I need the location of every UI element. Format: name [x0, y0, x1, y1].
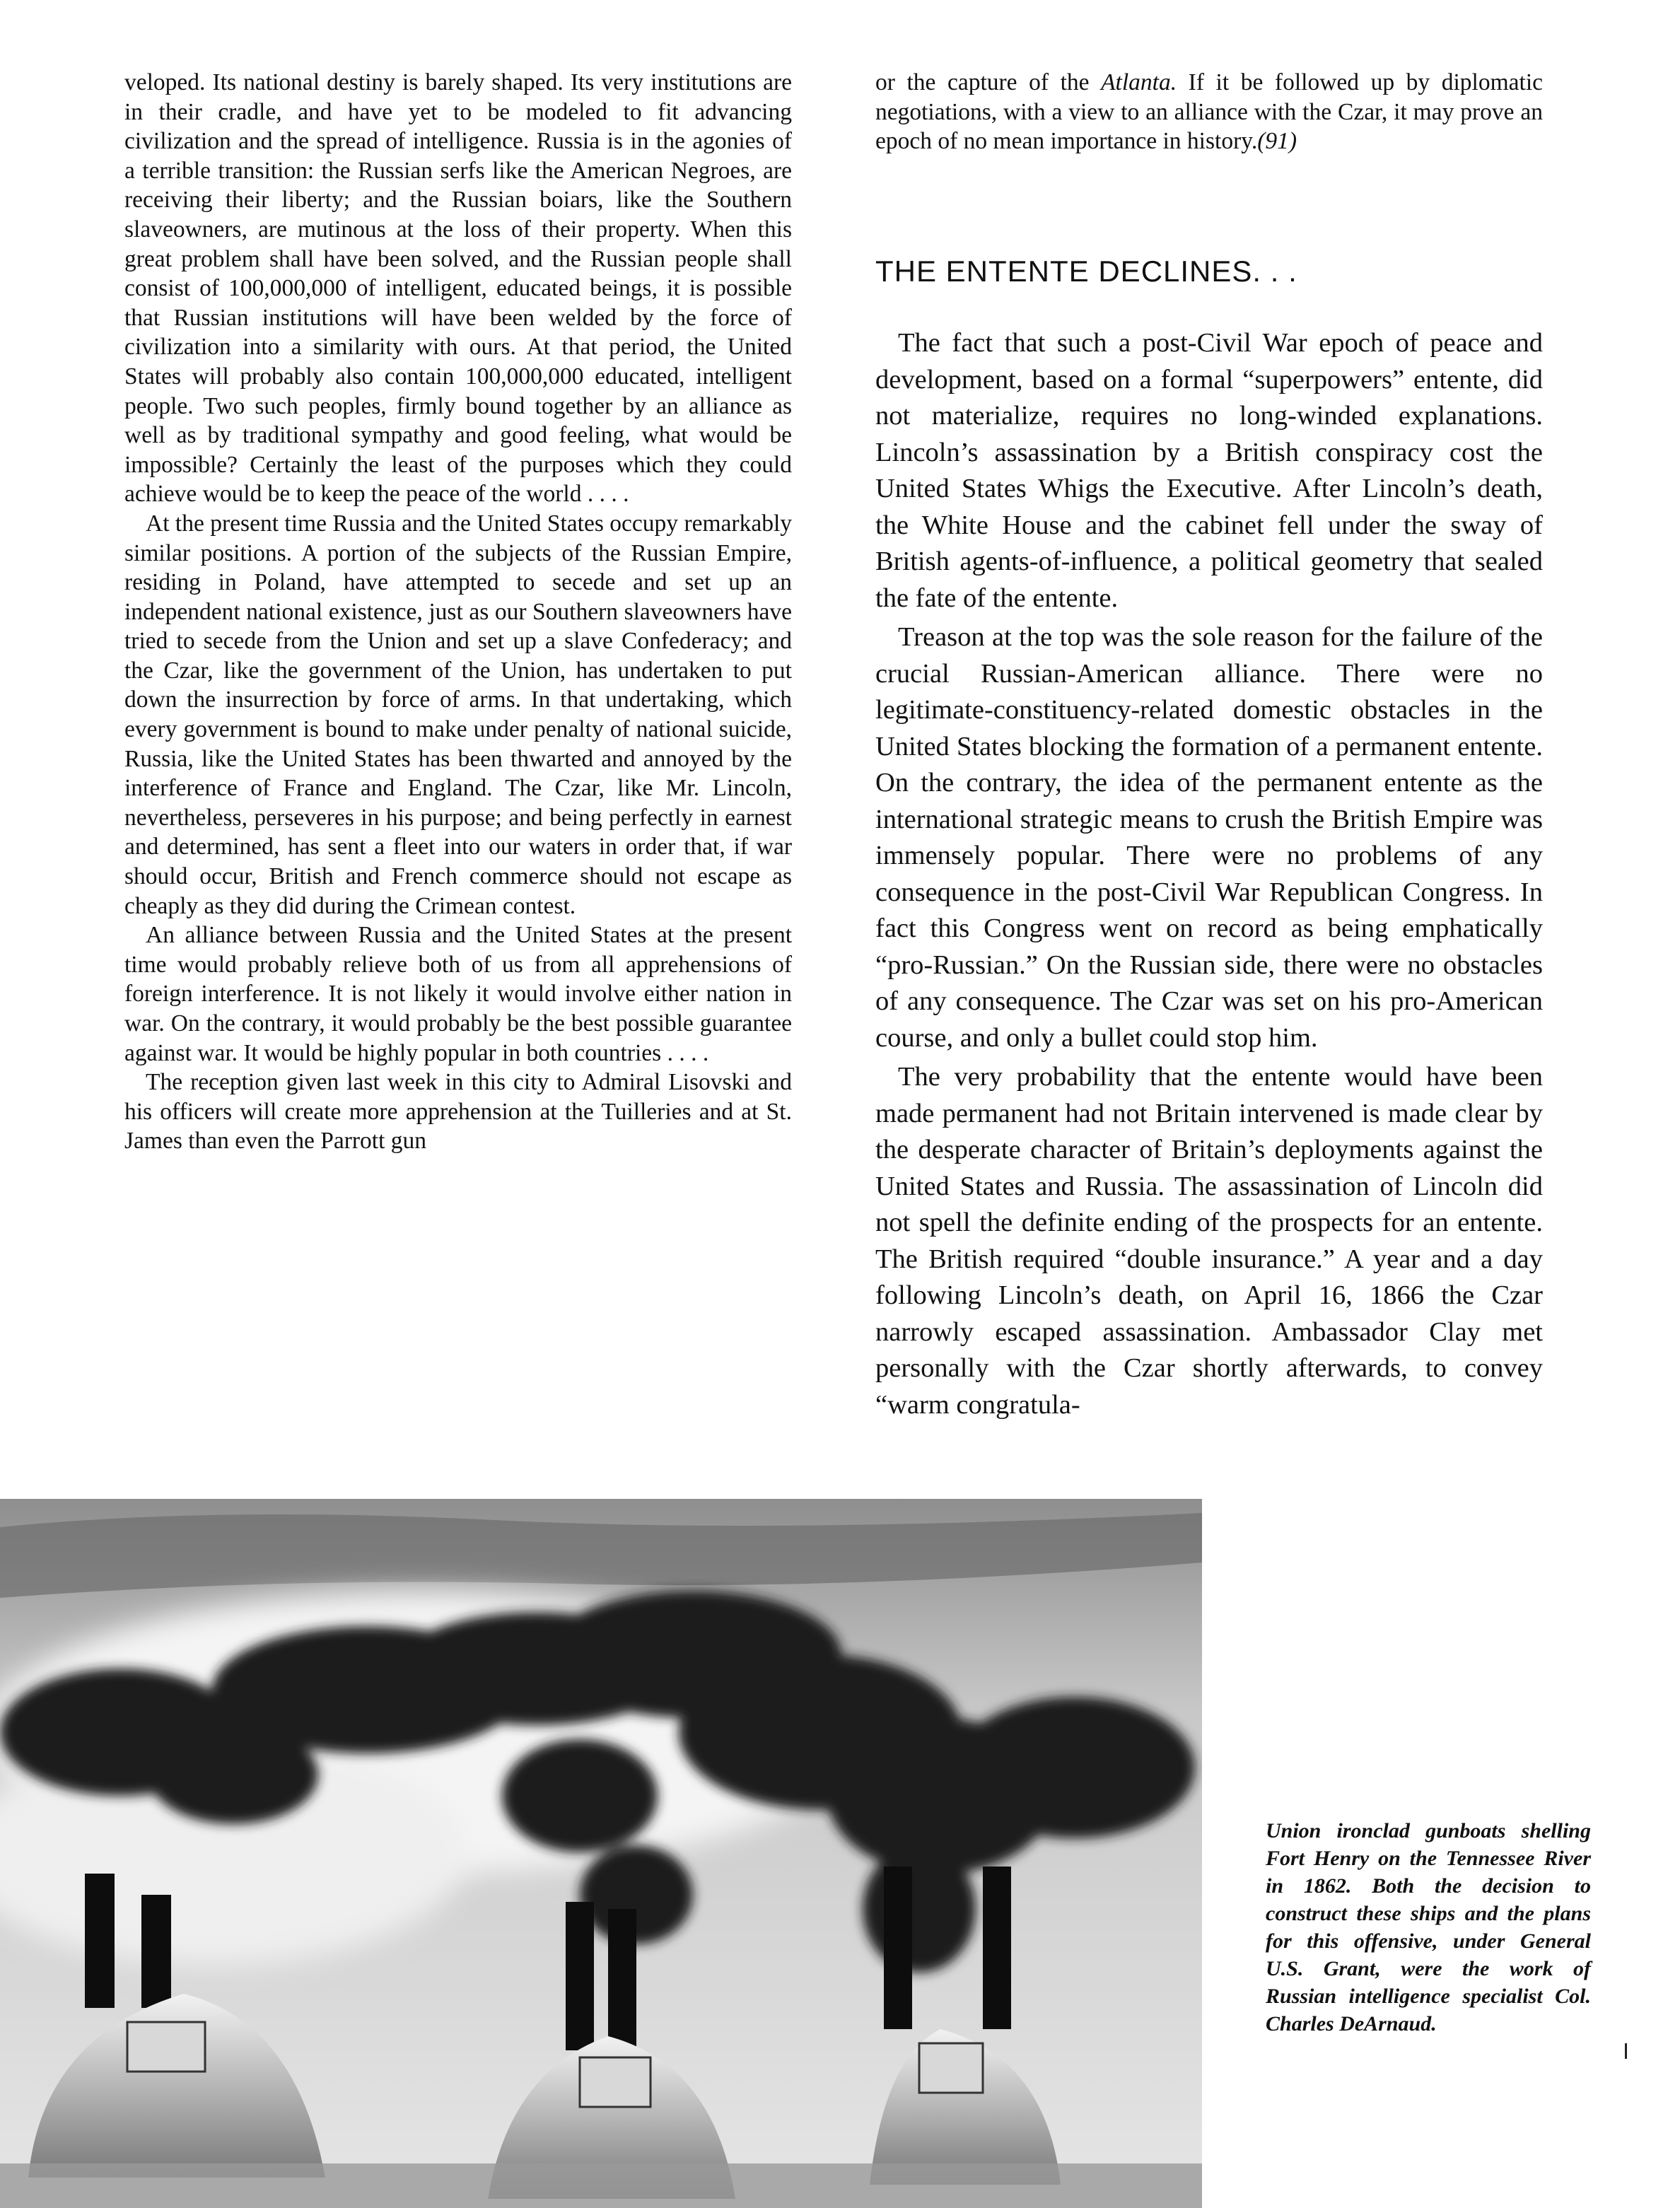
- section-heading: THE ENTENTE DECLINES. . .: [875, 255, 1297, 288]
- right-body: [875, 325, 1543, 1426]
- quote-text-end: If it be followed up by diplomatic negotiations, with a view to an alliance with the Czar, it may prove an epoch of no mean importance in history.: [875, 69, 1544, 155]
- margin-mark: [1625, 2043, 1627, 2059]
- quote-text-start: or the capture of the: [875, 69, 1102, 95]
- left-column: [124, 68, 792, 1156]
- gunboats-illustration: [0, 1499, 1202, 2208]
- left-paragraph-2: At the present time Russia and the United States occupy remarkably similar positions. A portion of the subjects of the Russian Empire, residing in Poland, have attempted to secede and set up an independent national existence, just as our Southern slaveowners have tried to secede from the Union and set up a slave Confederacy; and the Czar, like the government of the Union, has undertaken to put down the insurrection by force of arms. In that undertaking, which every government is bound to make under penalty of national suicide, Russia, like the United States has been thwarted and annoyed by the interference of France and England. The Czar, like Mr. Lincoln, nevertheless, perseveres in his purpose; and being perfectly in earnest and determined, has sent a fleet into our waters in order that, if war should occur, British and French commerce should not escape as cheaply as they did during the Crimean contest.: [124, 510, 792, 919]
- footnote-ref: (91): [1257, 128, 1297, 155]
- right-paragraph-2: Treason at the top was the sole reason for the failure of the crucial Russian-American alliance. There were no legitimate-constituency-related domestic obstacles in the United States blocking the formation of a permanent entente. On the contrary, the idea of the permanent entente as the international strategic means to crush the British Empire was immensely popular. There were no problems of any consequence in the post-Civil War Republican Congress. In fact this Congress went on record as being emphatically “pro-Russian.” On the Russian side, there were no obstacles of any consequence. The Czar was set on his pro-American course, and only a bullet could stop him.: [875, 622, 1543, 1053]
- right-quote: [875, 68, 1543, 156]
- left-paragraph-3: An alliance between Russia and the United States at the present time would probably relieve both of us from all apprehensions of foreign interference. It is not likely it would involve either nation in war. On the contrary, it would probably be the best possible guarantee against war. It would be highly popular in both countries . . . .: [124, 922, 792, 1066]
- left-paragraph-4: The reception given last week in this city to Admiral Lisovski and his officers will create more apprehension at the Tuilleries and at St. James than even the Parrott gun: [124, 1069, 792, 1155]
- figure-caption: Union ironclad gunboats shelling Fort Henry on the Tennessee River in 1862. Both the decision to construct these ships and the plans for this offensive, under General U.S. Grant, were the work of Russian intelligence specialist Col. Charles DeArnaud.: [1266, 1819, 1591, 2035]
- right-paragraph-3: The very probability that the entente would have been made permanent had not Britain intervened is made clear by the desperate character of Britain’s deployments against the United States and Russia. The assassination of Lincoln did not spell the definite ending of the prospects for an entente. The British required “double insurance.” A year and a day following Lincoln’s death, on April 16, 1866 the Czar narrowly escaped assassination. Ambassador Clay met personally with the Czar shortly afterwards, to convey “warm congratula-: [875, 1062, 1543, 1420]
- river-water: [0, 2163, 1202, 2208]
- left-paragraph-1: veloped. Its national destiny is barely shaped. Its very institutions are in their cradle, and have yet to be modeled to fit advancing civilization and the spread of intelligence. Russia is in the agonies of a terrible transition: the Russian serfs like the American Negroes, are receiving their liberty; and the Russian boiars, like the Southern slaveowners, are mutinous at the loss of their property. When this great problem shall have been solved, and the Russian people shall consist of 100,000,000 of intelligent, educated beings, it is possible that Russian institutions will have been welded by the force of civilization into a similarity with ours. At that period, the United States will probably also contain 100,000,000 educated, intelligent people. Two such peoples, firmly bound together by an alliance as well as by traditional sympathy and good feeling, what would be impossible? Certainly the least of the purposes which they could achieve would be to keep the peace of the world . . . .: [124, 69, 792, 508]
- quote-paragraph: [875, 68, 1543, 156]
- gunboats-engraving: [0, 1499, 1202, 2208]
- right-paragraph-1: The fact that such a post-Civil War epoch of peace and development, based on a formal “superpowers” entente, did not materialize, requires no long-winded explanations. Lincoln’s assassination by a British conspiracy cost the United States Whigs the Executive. After Lincoln’s death, the White House and the cabinet fell under the sway of British agents-of-influence, a political geometry that sealed the fate of the entente.: [875, 328, 1543, 613]
- quote-italic-ship: Atlanta.: [1101, 69, 1177, 95]
